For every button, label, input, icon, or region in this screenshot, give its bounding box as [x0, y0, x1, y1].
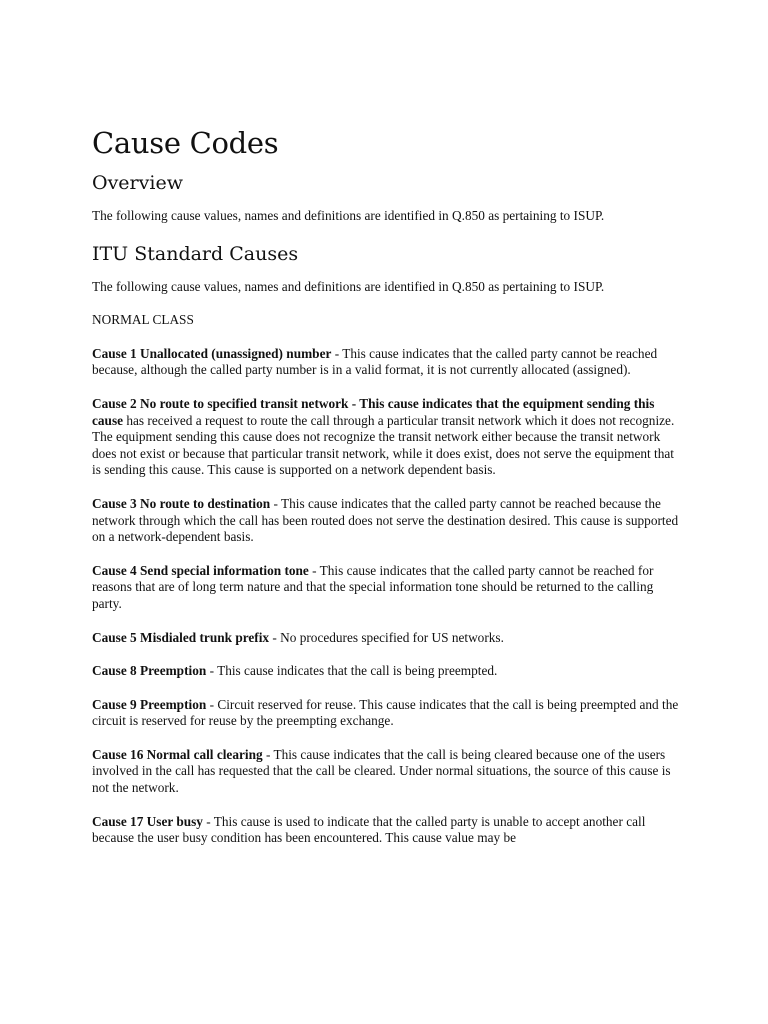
- cause-name: Cause 4 Send special information tone: [92, 562, 309, 578]
- itu-text: The following cause values, names and definitions are identified in Q.850 as pertaining to ISUP.: [92, 278, 605, 294]
- cause-description: - This cause indicates that the called party cannot be reached because, although the called party number is in a valid format, it is not currently allocated (assigned).: [92, 345, 658, 378]
- cause-paragraph-16: [92, 747, 682, 797]
- document-page: [92, 126, 682, 864]
- cause-description: - No procedures specified for US networks.: [269, 629, 504, 645]
- cause-paragraph-3: [92, 496, 682, 546]
- normal-class-label: NORMAL CLASS: [92, 312, 194, 328]
- cause-description: - This cause is used to indicate that the called party is unable to accept another call because the user busy condition has been encountered. This cause value may be: [92, 813, 646, 846]
- cause-name: Cause 5 Misdialed trunk prefix: [92, 629, 270, 645]
- overview-text: The following cause values, names and definitions are identified in Q.850 as pertaining to ISUP.: [92, 208, 605, 223]
- cause-paragraph-9: [92, 697, 682, 730]
- cause-paragraph-4: [92, 563, 682, 613]
- cause-description: - Circuit reserved for reuse. This cause indicates that the call is being preempted and the circuit is reserved for reuse by the preempting exchange.: [92, 696, 679, 729]
- overview-heading: Overview: [92, 172, 183, 194]
- cause-paragraph-8: [92, 663, 682, 680]
- cause-description: - This cause indicates that the called party cannot be reached for reasons that are of long term nature and that the special information tone should be returned to the calling party.: [92, 562, 654, 611]
- cause-name: Cause 17 User busy: [92, 813, 203, 829]
- cause-name: Cause 1 Unallocated (unassigned) number: [92, 345, 332, 361]
- cause-name: Cause 3 No route to destination: [92, 495, 271, 511]
- itu-heading: ITU Standard Causes: [92, 242, 299, 265]
- cause-description: - This cause indicates that the call is being preempted.: [206, 663, 498, 679]
- cause-description: has received a request to route the call through a particular transit network which it does not recognize. The equipment sending this cause does not recognize the transit network either because the transit network does not exist or because that particular transit network, while it does exist, does not serve the equipment that is sending this cause. This cause is supported on a network dependent basis.: [92, 412, 675, 478]
- cause-name: Cause 16 Normal call clearing: [92, 746, 263, 762]
- cause-paragraph-2: [92, 396, 682, 479]
- page-title: Cause Codes: [92, 126, 279, 160]
- cause-name: Cause 9 Preemption: [92, 696, 207, 712]
- cause-paragraph-17: [92, 814, 682, 847]
- cause-name: Cause 2 No route to specified transit network - This cause indicates that the equipment sending this cause: [92, 395, 655, 428]
- cause-description: - This cause indicates that the called party cannot be reached because the network through which the call has been routed does not serve the destination desired. This cause is supported on a network-dependent basis.: [92, 495, 679, 545]
- cause-paragraph-1: [92, 346, 682, 379]
- cause-name: Cause 8 Preemption: [92, 663, 207, 679]
- cause-paragraph-5: [92, 630, 682, 647]
- cause-description: - This cause indicates that the call is being cleared because one of the users involved in the call has requested that the call be cleared. Under normal situations, the source of this cause is not the network.: [92, 746, 671, 796]
